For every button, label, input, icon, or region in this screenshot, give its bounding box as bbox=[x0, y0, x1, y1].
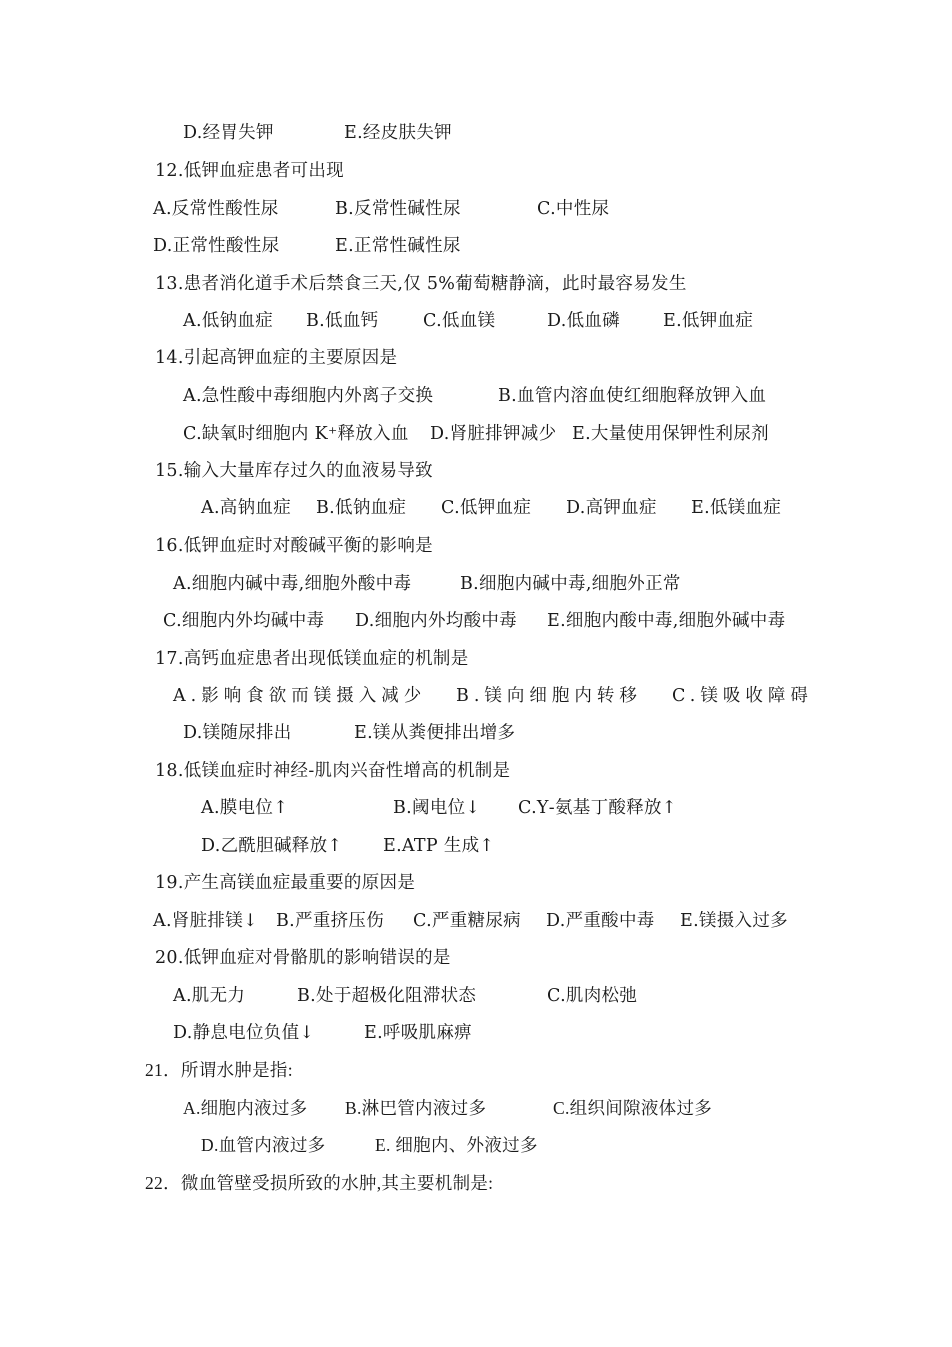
option-b-text: B.低钠血症 bbox=[316, 498, 407, 518]
option-c-text: C.镁吸收障碍 bbox=[672, 686, 813, 706]
option-a-text: A.急性酸中毒细胞内外离子交换 bbox=[183, 386, 434, 406]
option-e-text: E.低镁血症 bbox=[691, 498, 782, 518]
option-c-text: C.细胞内外均碱中毒 bbox=[163, 611, 325, 631]
question-21: 21．所谓水肿是指: bbox=[145, 1060, 293, 1080]
option-c-text: C.Υ-氨基丁酸释放↑ bbox=[518, 798, 677, 818]
option-d-text: D.静息电位负值↓ bbox=[173, 1023, 315, 1043]
question-18: 18.低镁血症时神经-肌肉兴奋性增高的机制是 bbox=[155, 761, 511, 781]
option-c-text: C.肌肉松弛 bbox=[547, 986, 638, 1006]
option-a-text: A.细胞内液过多 bbox=[183, 1098, 308, 1118]
option-e-text: E.细胞内酸中毒,细胞外碱中毒 bbox=[547, 611, 786, 631]
option-e-text: E.镁从粪便排出增多 bbox=[354, 723, 516, 743]
question-15: 15.输入大量库存过久的血液易导致 bbox=[155, 461, 433, 481]
option-b-text: B.细胞内碱中毒,细胞外正常 bbox=[460, 574, 681, 594]
option-c-text: C.严重糖尿病 bbox=[413, 911, 521, 931]
question-22: 22．微血管壁受损所致的水肿,其主要机制是: bbox=[145, 1173, 494, 1193]
option-c-text: C.低钾血症 bbox=[441, 498, 532, 518]
option-b-text: B.血管内溶血使红细胞释放钾入血 bbox=[498, 386, 767, 406]
option-d-text: D.乙酰胆碱释放↑ bbox=[201, 836, 343, 856]
option-d-text: D.经胃失钾 bbox=[183, 123, 274, 143]
option-a-text: A.反常性酸性尿 bbox=[153, 199, 279, 219]
option-c-text: C.低血镁 bbox=[423, 311, 496, 331]
option-e-text: E.经皮肤失钾 bbox=[344, 123, 452, 143]
option-d-text: D.高钾血症 bbox=[566, 498, 657, 518]
option-b-text: B.镁向细胞内转移 bbox=[456, 686, 642, 706]
option-a-text: A.高钠血症 bbox=[201, 498, 292, 518]
option-e-text: E.正常性碱性尿 bbox=[335, 236, 461, 256]
option-a-text: A.肌无力 bbox=[173, 986, 246, 1006]
question-12: 12.低钾血症患者可出现 bbox=[155, 161, 344, 181]
option-d-text: D.肾脏排钾减少 bbox=[430, 424, 557, 444]
option-e-text: E.镁摄入过多 bbox=[680, 911, 788, 931]
option-d-text: D.正常性酸性尿 bbox=[153, 236, 280, 256]
option-a-text: A.肾脏排镁↓ bbox=[153, 911, 258, 931]
question-19: 19.产生高镁血症最重要的原因是 bbox=[155, 873, 416, 893]
option-e-text: E.低钾血症 bbox=[663, 311, 754, 331]
option-d-text: D.血管内液过多 bbox=[201, 1135, 326, 1155]
option-c-text: C.中性尿 bbox=[537, 199, 610, 219]
option-a-text: A.细胞内碱中毒,细胞外酸中毒 bbox=[173, 574, 412, 594]
option-b-text: B.严重挤压伤 bbox=[276, 911, 385, 931]
option-d-text: D.细胞内外均酸中毒 bbox=[355, 611, 517, 631]
question-16: 16.低钾血症时对酸碱平衡的影响是 bbox=[155, 536, 433, 556]
option-e-text: E.大量使用保钾性利尿剂 bbox=[572, 424, 769, 444]
question-20: 20.低钾血症对骨骼肌的影响错误的是 bbox=[155, 948, 451, 968]
question-13: 13.患者消化道手术后禁食三天,仅 5%葡萄糖静滴，此时最容易发生 bbox=[155, 274, 687, 294]
option-b-text: B.反常性碱性尿 bbox=[335, 199, 461, 219]
option-b-text: B.阈电位↓ bbox=[393, 798, 481, 818]
question-14: 14.引起高钾血症的主要原因是 bbox=[155, 348, 398, 368]
question-17: 17.高钙血症患者出现低镁血症的机制是 bbox=[155, 649, 469, 669]
option-d-text: D.低血磷 bbox=[547, 311, 620, 331]
option-a-text: A.低钠血症 bbox=[183, 311, 274, 331]
option-b-text: B.低血钙 bbox=[306, 311, 379, 331]
option-d-text: D.严重酸中毒 bbox=[546, 911, 655, 931]
option-e-text: E. 细胞内、外液过多 bbox=[375, 1135, 538, 1155]
option-b-text: B.淋巴管内液过多 bbox=[345, 1098, 487, 1118]
option-c-text: C.缺氧时细胞内 K⁺释放入血 bbox=[183, 424, 409, 444]
option-b-text: B.处于超极化阻滞状态 bbox=[297, 986, 477, 1006]
option-e-text: E.呼吸肌麻痹 bbox=[364, 1023, 472, 1043]
option-a-text: A.影响食欲而镁摄入减少 bbox=[173, 686, 427, 706]
option-a-text: A.膜电位↑ bbox=[201, 798, 289, 818]
option-c-text: C.组织间隙液体过多 bbox=[553, 1098, 713, 1118]
option-d-text: D.镁随尿排出 bbox=[183, 723, 292, 743]
option-e-text: E.ATP 生成↑ bbox=[383, 836, 495, 856]
